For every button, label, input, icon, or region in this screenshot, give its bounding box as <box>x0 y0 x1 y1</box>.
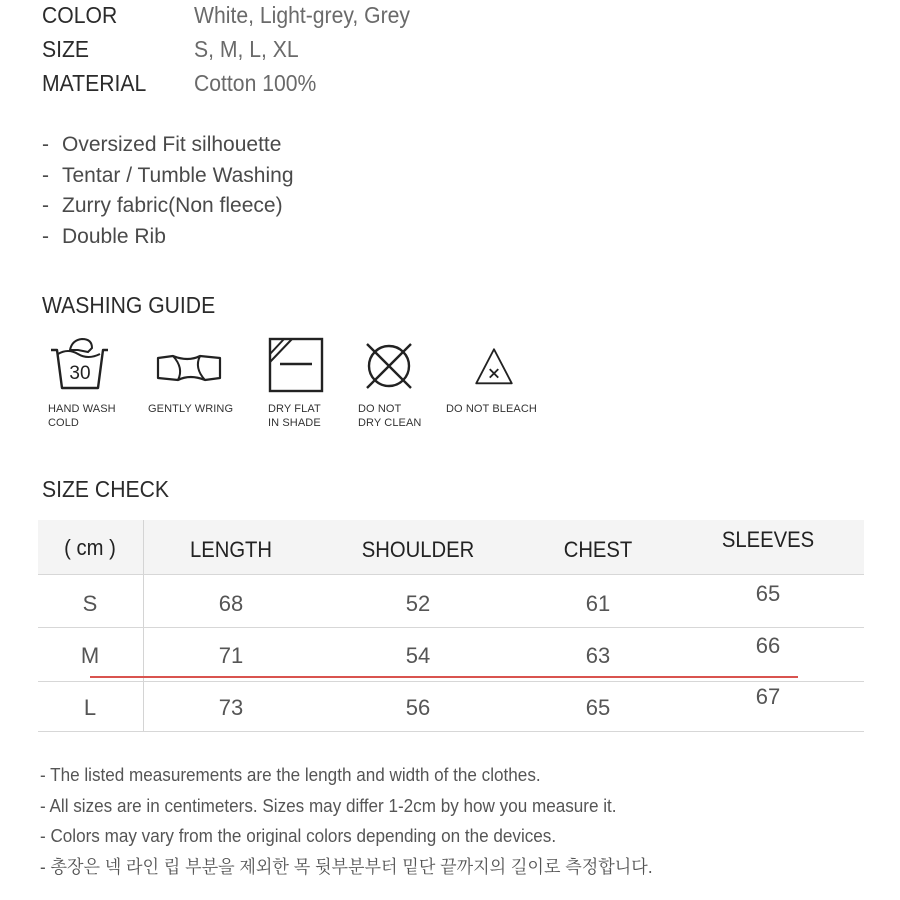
row-size-label: L <box>83 695 97 720</box>
column-header-shoulder: SHOULDER <box>361 537 475 562</box>
column-header-unit: ( cm ) <box>64 535 116 560</box>
no-dry-clean-icon <box>358 336 420 398</box>
highlight-underline <box>90 676 798 678</box>
note-item: - Colors may vary from the original colors depending on the devices. <box>40 826 557 847</box>
cell-shoulder: 54 <box>405 643 431 668</box>
feature-list <box>42 130 294 252</box>
spec-material-label: MATERIAL <box>42 70 147 96</box>
wash-label: HAND WASH COLD <box>48 403 116 429</box>
cell-length: 71 <box>218 643 244 668</box>
feature-text: Tentar / Tumble Washing <box>62 163 294 187</box>
spec-material-row <box>42 68 327 98</box>
feature-item: - Zurry fabric(Non fleece) <box>42 194 283 217</box>
cell-length: 73 <box>218 695 244 720</box>
spec-material-value: Cotton 100% <box>194 70 317 96</box>
feature-item: - Double Rib <box>42 224 166 248</box>
feature-text: Double Rib <box>62 224 166 248</box>
wash-item-gently-wring <box>148 336 258 415</box>
column-header-sleeves: SLEEVES <box>721 527 815 552</box>
cell-sleeves: 67 <box>755 684 781 709</box>
wring-icon <box>148 336 230 398</box>
washing-guide-title: WASHING GUIDE <box>42 292 216 318</box>
cell-sleeves: 66 <box>755 633 781 658</box>
column-header-chest: CHEST <box>563 537 633 562</box>
feature-item: - Oversized Fit silhouette <box>42 133 282 156</box>
cell-chest: 63 <box>585 643 611 668</box>
note-item: - All sizes are in centimeters. Sizes may differ 1-2cm by how you measure it. <box>40 795 617 816</box>
spec-color-row <box>42 0 429 30</box>
spec-size-row <box>42 34 308 64</box>
wash-label: DO NOT BLEACH <box>446 403 537 415</box>
hand-wash-icon <box>48 336 110 398</box>
wash-label: GENTLY WRING <box>148 403 234 415</box>
cell-shoulder: 52 <box>405 591 431 616</box>
feature-text: Zurry fabric(Non fleece) <box>62 194 283 217</box>
cell-chest: 65 <box>585 695 611 720</box>
feature-text: Oversized Fit silhouette <box>62 133 282 156</box>
wash-temperature: 30 <box>69 363 91 384</box>
spec-color-label: COLOR <box>42 2 118 28</box>
cell-chest: 61 <box>585 591 611 616</box>
wash-label: DRY FLAT IN SHADE <box>268 403 321 429</box>
dry-flat-shade-icon <box>268 336 330 398</box>
cell-sleeves: 65 <box>755 581 781 606</box>
wash-item-no-bleach <box>446 336 556 415</box>
spec-color-value: White, Light-grey, Grey <box>194 2 410 28</box>
no-bleach-icon <box>472 336 516 398</box>
note-item: - The listed measurements are the length and width of the clothes. <box>40 765 541 785</box>
size-check-title: SIZE CHECK <box>42 476 169 502</box>
row-size-label: M <box>80 643 100 668</box>
wash-item-hand-wash <box>48 336 158 429</box>
column-header-length: LENGTH <box>189 537 273 562</box>
row-size-label: S <box>82 591 98 616</box>
wash-label: DO NOT DRY CLEAN <box>358 403 422 429</box>
cell-shoulder: 56 <box>405 695 431 720</box>
feature-item: - Tentar / Tumble Washing <box>42 163 294 187</box>
spec-size-label: SIZE <box>42 36 90 62</box>
cell-length: 68 <box>218 591 244 616</box>
notes-list <box>40 762 685 885</box>
note-item: - 총장은 넥 라인 립 부분을 제외한 목 뒷부분부터 밑단 끝까지의 길이로 측정합니다. <box>40 857 653 878</box>
spec-size-value: S, M, L, XL <box>194 36 299 62</box>
